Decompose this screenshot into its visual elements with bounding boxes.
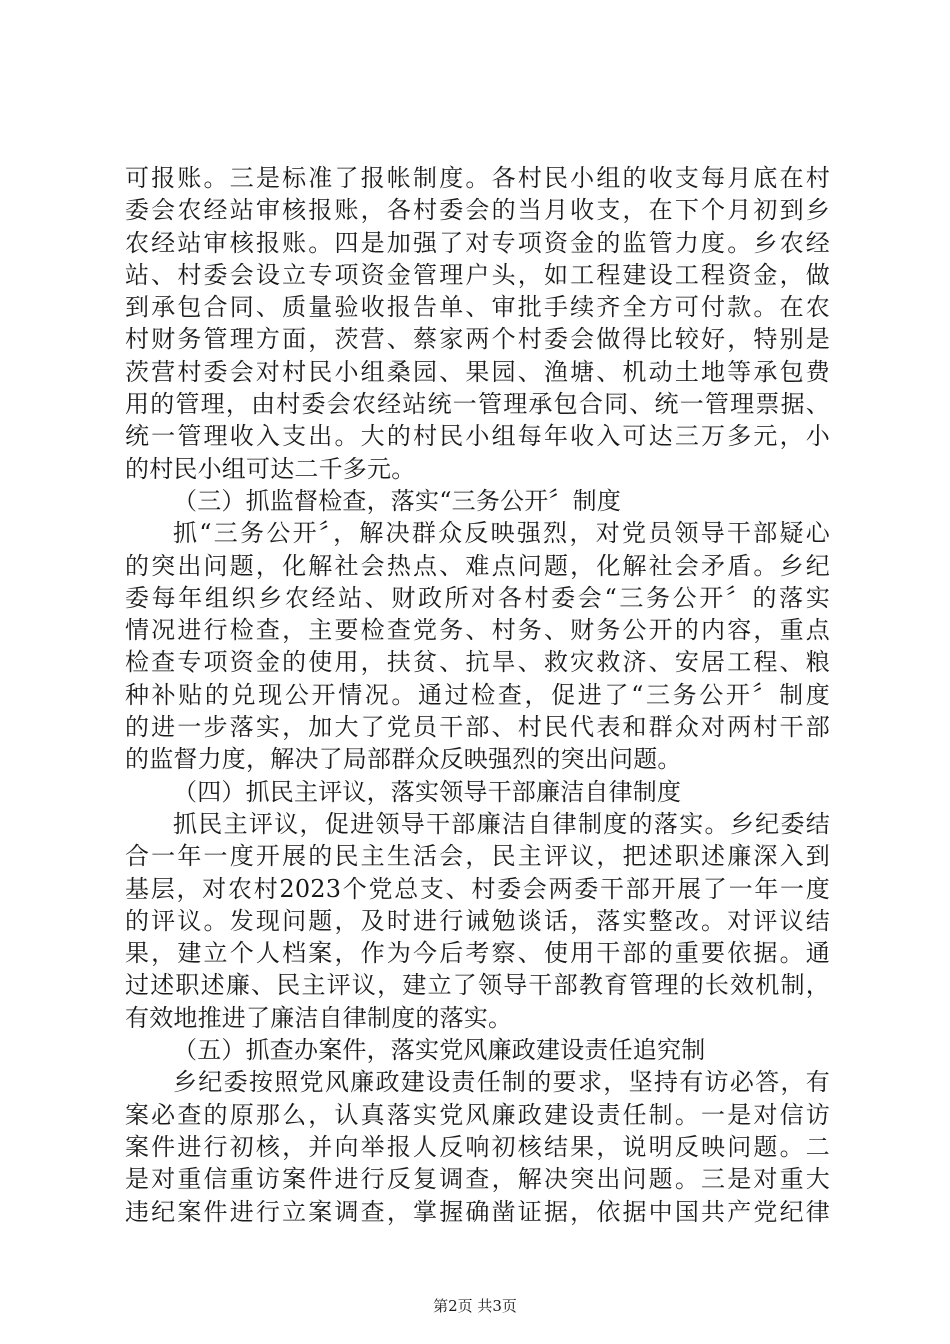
section-heading: （三）抓监督检查，落实“三务公开〞制度	[173, 486, 622, 515]
text-line: 农经站审核报账。四是加强了对专项资金的监管力度。乡农经	[125, 228, 830, 257]
text-line: 有效地推进了廉洁自律制度的落实。	[125, 1003, 513, 1032]
text-line: 违纪案件进行立案调查，掌握确凿证据，依据中国共产党纪律	[125, 1197, 830, 1226]
text-line: 种补贴的兑现公开情况。通过检查，促进了“三务公开〞制度	[125, 680, 830, 709]
text-line: 统一管理收入支出。大的村民小组每年收入可达三万多元，小	[125, 422, 830, 451]
text-line: 委每年组织乡农经站、财政所对各村委会“三务公开〞的落实	[125, 583, 830, 612]
text-line: 抓民主评议，促进领导干部廉洁自律制度的落实。乡纪委结	[173, 809, 830, 838]
text-line: 委会农经站审核报账，各村委会的当月收支，在下个月初到乡	[125, 196, 830, 225]
section-heading: （四）抓民主评议，落实领导干部廉洁自律制度	[173, 777, 682, 806]
text-line: 果，建立个人档案，作为今后考察、使用干部的重要依据。通	[125, 939, 830, 968]
text-line: 的监督力度，解决了局部群众反映强烈的突出问题。	[125, 745, 682, 774]
text-line: 用的管理，由村委会农经站统一管理承包合同、统一管理票据、	[125, 390, 830, 419]
text-line: 检查专项资金的使用，扶贫、抗旱、救灾救济、安居工程、粮	[125, 648, 830, 677]
text-line: 茨营村委会对村民小组桑园、果园、渔塘、机动土地等承包费	[125, 357, 830, 386]
text-line: 的评议。发现问题，及时进行诫勉谈话，落实整改。对评议结	[125, 906, 830, 935]
text-line: 情况进行检查，主要检查党务、村务、财务公开的内容，重点	[125, 616, 830, 645]
text-line: 乡纪委按照党风廉政建设责任制的要求，坚持有访必答，有	[173, 1068, 830, 1097]
text-line: 村财务管理方面，茨营、蔡家两个村委会做得比较好，特别是	[125, 325, 830, 354]
text-line: 是对重信重访案件进行反复调查，解决突出问题。三是对重大	[125, 1165, 830, 1194]
text-line: 到承包合同、质量验收报告单、审批手续齐全方可付款。在农	[125, 293, 830, 322]
document-body	[125, 162, 830, 1228]
page-number-footer: 第2页 共3页	[433, 1297, 517, 1315]
text-line: 的突出问题，化解社会热点、难点问题，化解社会矛盾。乡纪	[125, 551, 830, 580]
text-line: 抓“三务公开〞，解决群众反映强烈，对党员领导干部疑心	[173, 519, 830, 548]
text-line: 的进一步落实，加大了党员干部、村民代表和群众对两村干部	[125, 713, 830, 742]
text-line: 可报账。三是标准了报帐制度。各村民小组的收支每月底在村	[125, 164, 830, 192]
text-line: 的村民小组可达二千多元。	[125, 454, 416, 483]
text-line: 案必查的原那么，认真落实党风廉政建设责任制。一是对信访	[125, 1100, 830, 1129]
text-line: 案件进行初核，并向举报人反响初核结果，说明反映问题。二	[125, 1132, 830, 1161]
text-line: 基层，对农村2023个党总支、村委会两委干部开展了一年一度	[125, 874, 830, 903]
text-line: 合一年一度开展的民主生活会，民主评议，把述职述廉深入到	[125, 842, 830, 871]
section-heading: （五）抓查办案件，落实党风廉政建设责任追究制	[173, 1036, 706, 1065]
text-line: 站、村委会设立专项资金管理户头，如工程建设工程资金，做	[125, 260, 830, 289]
text-line: 过述职述廉、民主评议，建立了领导干部教育管理的长效机制，	[125, 971, 830, 1000]
